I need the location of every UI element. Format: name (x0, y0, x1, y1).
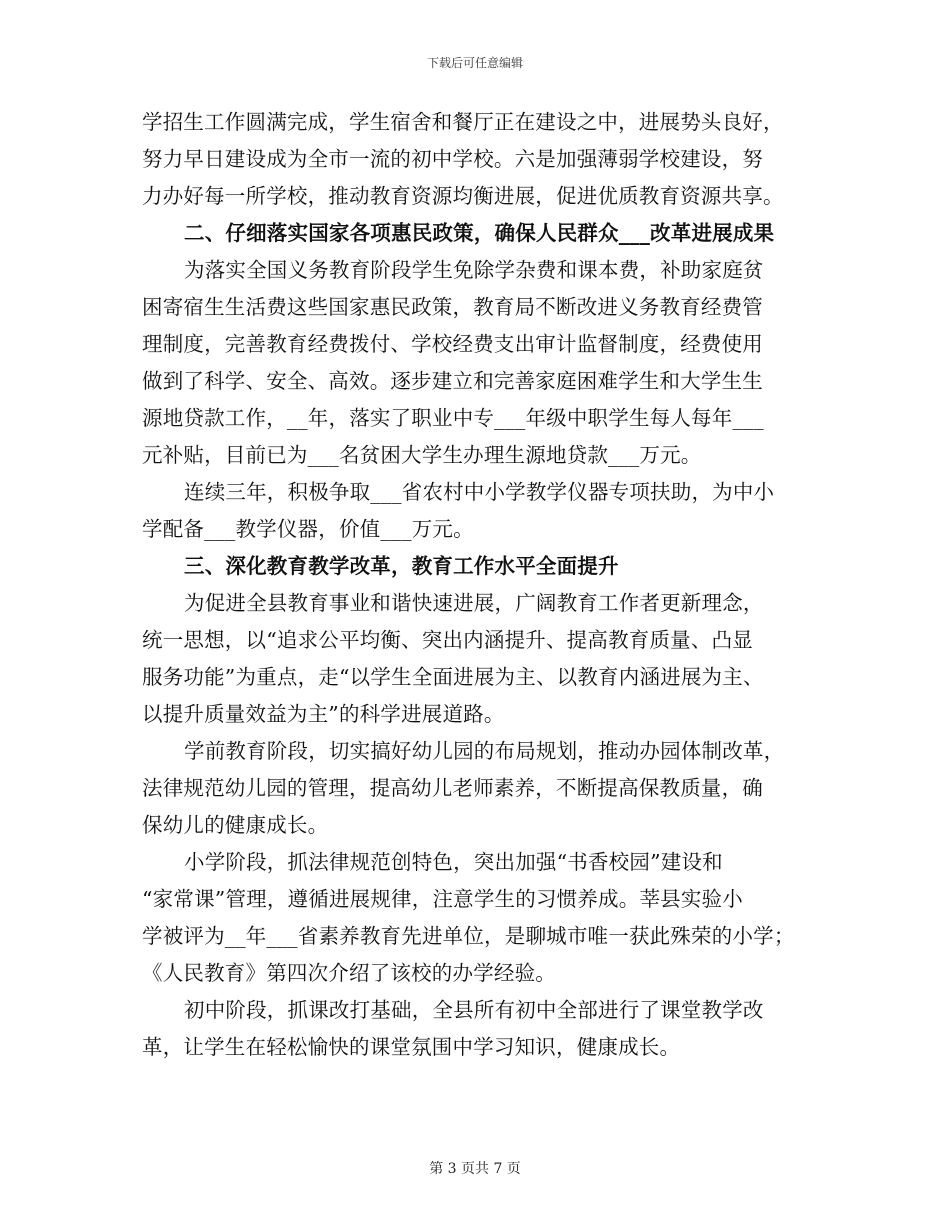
paragraph-line: 源地贷款工作，__年，落实了职业中专___年级中职学生每人每年___ (142, 406, 764, 430)
paragraph-line: 学招生工作圆满完成，学生宿舍和餐厅正在建设之中，进展势头良好， (142, 110, 784, 134)
document-body (142, 104, 812, 1066)
paragraph-line: “家常课”管理，遵循进展规律，注意学生的习惯养成。莘县实验小 (142, 887, 743, 911)
section-heading: 三、深化教育教学改革，教育工作水平全面提升 (184, 554, 619, 578)
paragraph-line: 困寄宿生生活费这些国家惠民政策，教育局不断改进义务教育经费管 (142, 295, 763, 319)
page-number-footer: 第 3 页共 7 页 (429, 1161, 521, 1177)
paragraph-line: 为促进全县教育事业和谐快速进展，广阔教育工作者更新理念， (184, 591, 764, 615)
paragraph-line: 服务功能”为重点，走“以学生全面进展为主、以教育内涵进展为主、 (142, 665, 764, 689)
paragraph-line: 连续三年，积极争取___省农村中小学教学仪器专项扶助，为中小 (184, 480, 775, 504)
paragraph-line: 初中阶段，抓课改打基础，全县所有初中全部进行了课堂教学改 (184, 998, 764, 1022)
paragraph-line: 学前教育阶段，切实搞好幼儿园的布局规划，推动办园体制改革， (184, 739, 785, 763)
paragraph-line: 努力早日建设成为全市一流的初中学校。六是加强薄弱学校建设，努 (142, 147, 763, 171)
paragraph-line: 革，让学生在轻松愉快的课堂氛围中学习知识，健康成长。 (142, 1035, 681, 1059)
paragraph-line: 统一思想，以“追求公平均衡、突出内涵提升、提高教育质量、凸显 (142, 628, 753, 652)
paragraph-line: 元补贴，目前已为___名贫困大学生办理生源地贷款___万元。 (142, 443, 702, 467)
page-header-note: 下载后可任意编辑 (426, 56, 523, 70)
paragraph-line: 小学阶段，抓法律规范创特色，突出加强“书香校园”建设和 (184, 850, 723, 874)
paragraph-line: 理制度，完善教育经费拨付、学校经费支出审计监督制度，经费使用 (142, 332, 763, 356)
paragraph-line: 保幼儿的健康成长。 (142, 813, 329, 837)
paragraph-line: 以提升质量效益为主”的科学进展道路。 (142, 702, 505, 726)
paragraph-line: 为落实全国义务教育阶段学生免除学杂费和课本费，补助家庭贫 (184, 258, 764, 282)
paragraph-line: 法律规范幼儿园的管理，提高幼儿老师素养，不断提高保教质量，确 (142, 776, 763, 800)
paragraph-line: 学配备___教学仪器，价值___万元。 (142, 517, 474, 541)
paragraph-line: 做到了科学、安全、高效。逐步建立和完善家庭困难学生和大学生生 (142, 369, 763, 393)
paragraph-line: 学被评为__年___省素养教育先进单位，是聊城市唯一获此殊荣的小学； (142, 924, 795, 948)
paragraph-line: 《人民教育》第四次介绍了该校的办学经验。 (142, 961, 556, 985)
section-heading: 二、仔细落实国家各项惠民政策，确保人民群众___改革进展成果 (184, 221, 775, 245)
paragraph-line: 力办好每一所学校，推动教育资源均衡进展，促进优质教育资源共享。 (142, 184, 784, 208)
